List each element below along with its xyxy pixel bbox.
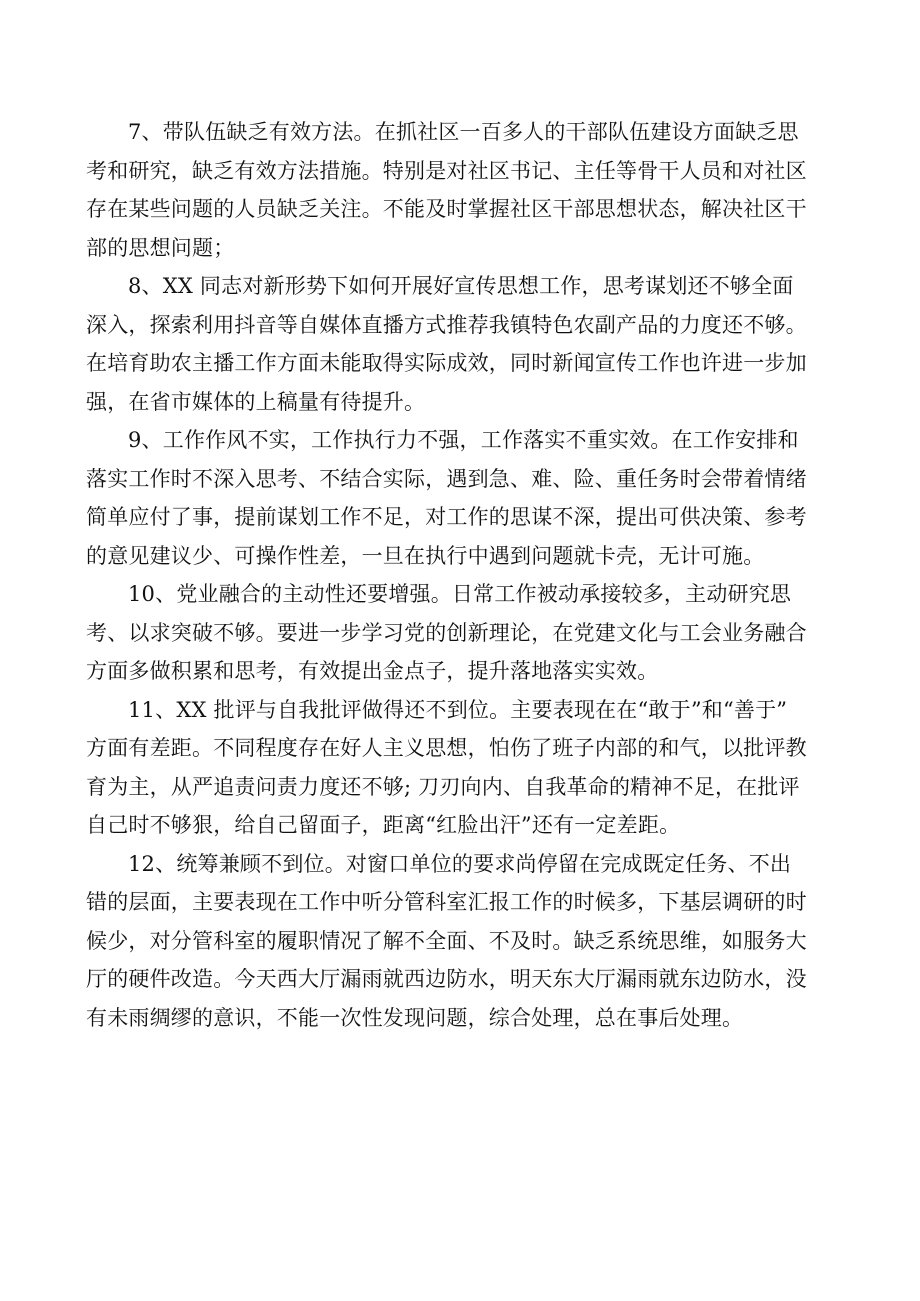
paragraph-line: 存在某些问题的人员缺乏关注。不能及时掌握社区干部思想状态，解决社区干 <box>86 197 807 221</box>
paragraph-line: 12、统筹兼顾不到位。对窗口单位的要求尚停留在完成既定任务、不出 <box>128 851 792 876</box>
paragraph-7 <box>86 113 807 267</box>
paragraph-line: 9、工作作风不实，工作执行力不强，工作落实不重实效。在工作安排和 <box>128 428 799 452</box>
paragraph-line: 育为主，从严追责问责力度还不够; 刀刃向内、自我革命的精神不足，在批评 <box>86 774 800 799</box>
paragraph-line: 深入，探索利用抖音等自媒体直播方式推荐我镇特色农副产品的力度还不够。 <box>86 312 807 337</box>
paragraph-line: 在培育助农主播工作方面未能取得实际成效，同时新闻宣传工作也许进一步加 <box>86 351 807 375</box>
paragraph-line: 有未雨绸缪的意识，不能一次性发现问题，综合处理，总在事后处理。 <box>86 1005 744 1030</box>
document-body <box>86 113 807 1037</box>
paragraph-line: 考和研究，缺乏有效方法措施。特别是对社区书记、主任等骨干人员和对社区 <box>86 158 807 183</box>
paragraph-line: 的意见建议少、可操作性差，一旦在执行中遇到问题就卡壳，无计可施。 <box>86 543 765 568</box>
paragraph-line: 错的层面，主要表现在工作中听分管科室汇报工作的时候多，下基层调研的时 <box>86 890 807 914</box>
paragraph-line: 考、以求突破不够。要进一步学习党的创新理论，在党建文化与工会业务融合 <box>86 620 807 645</box>
paragraph-8 <box>86 267 807 421</box>
paragraph-line: 部的思想问题； <box>86 235 235 260</box>
paragraph-line: 11、XX 批评与自我批评做得还不到位。主要表现在在“敢于”和“善于” <box>128 697 788 722</box>
paragraph-line: 方面有差距。不同程度存在好人主义思想，怕伤了班子内部的和气，以批评教 <box>86 736 807 760</box>
paragraph-line: 落实工作时不深入思考、不结合实际，遇到急、难、险、重任务时会带着情绪 <box>86 466 807 491</box>
paragraph-9 <box>86 421 807 575</box>
paragraph-line: 自己时不够狠，给自己留面子，距离“红脸出汗”还有一定差距。 <box>86 813 681 837</box>
paragraph-11 <box>86 691 807 845</box>
paragraph-12 <box>86 845 807 1038</box>
paragraph-line: 简单应付了事，提前谋划工作不足，对工作的思谋不深，提出可供决策、参考 <box>86 505 807 529</box>
paragraph-line: 8、XX 同志对新形势下如何开展好宣传思想工作，思考谋划还不够全面 <box>128 274 794 298</box>
paragraph-line: 强，在省市媒体的上稿量有待提升。 <box>86 389 426 414</box>
paragraph-line: 10、党业融合的主动性还要增强。日常工作被动承接较多，主动研究思 <box>128 582 792 606</box>
paragraph-line: 候少，对分管科室的履职情况了解不全面、不及时。缺乏系统思维，如服务大 <box>86 928 807 953</box>
paragraph-line: 方面多做积累和思考，有效提出金点子，提升落地落实实效。 <box>86 659 659 683</box>
paragraph-line: 厅的硬件改造。今天西大厅漏雨就西边防水，明天东大厅漏雨就东边防水，没 <box>86 967 807 991</box>
paragraph-line: 7、带队伍缺乏有效方法。在抓社区一百多人的干部队伍建设方面缺乏思 <box>128 120 799 144</box>
paragraph-10 <box>86 575 807 691</box>
